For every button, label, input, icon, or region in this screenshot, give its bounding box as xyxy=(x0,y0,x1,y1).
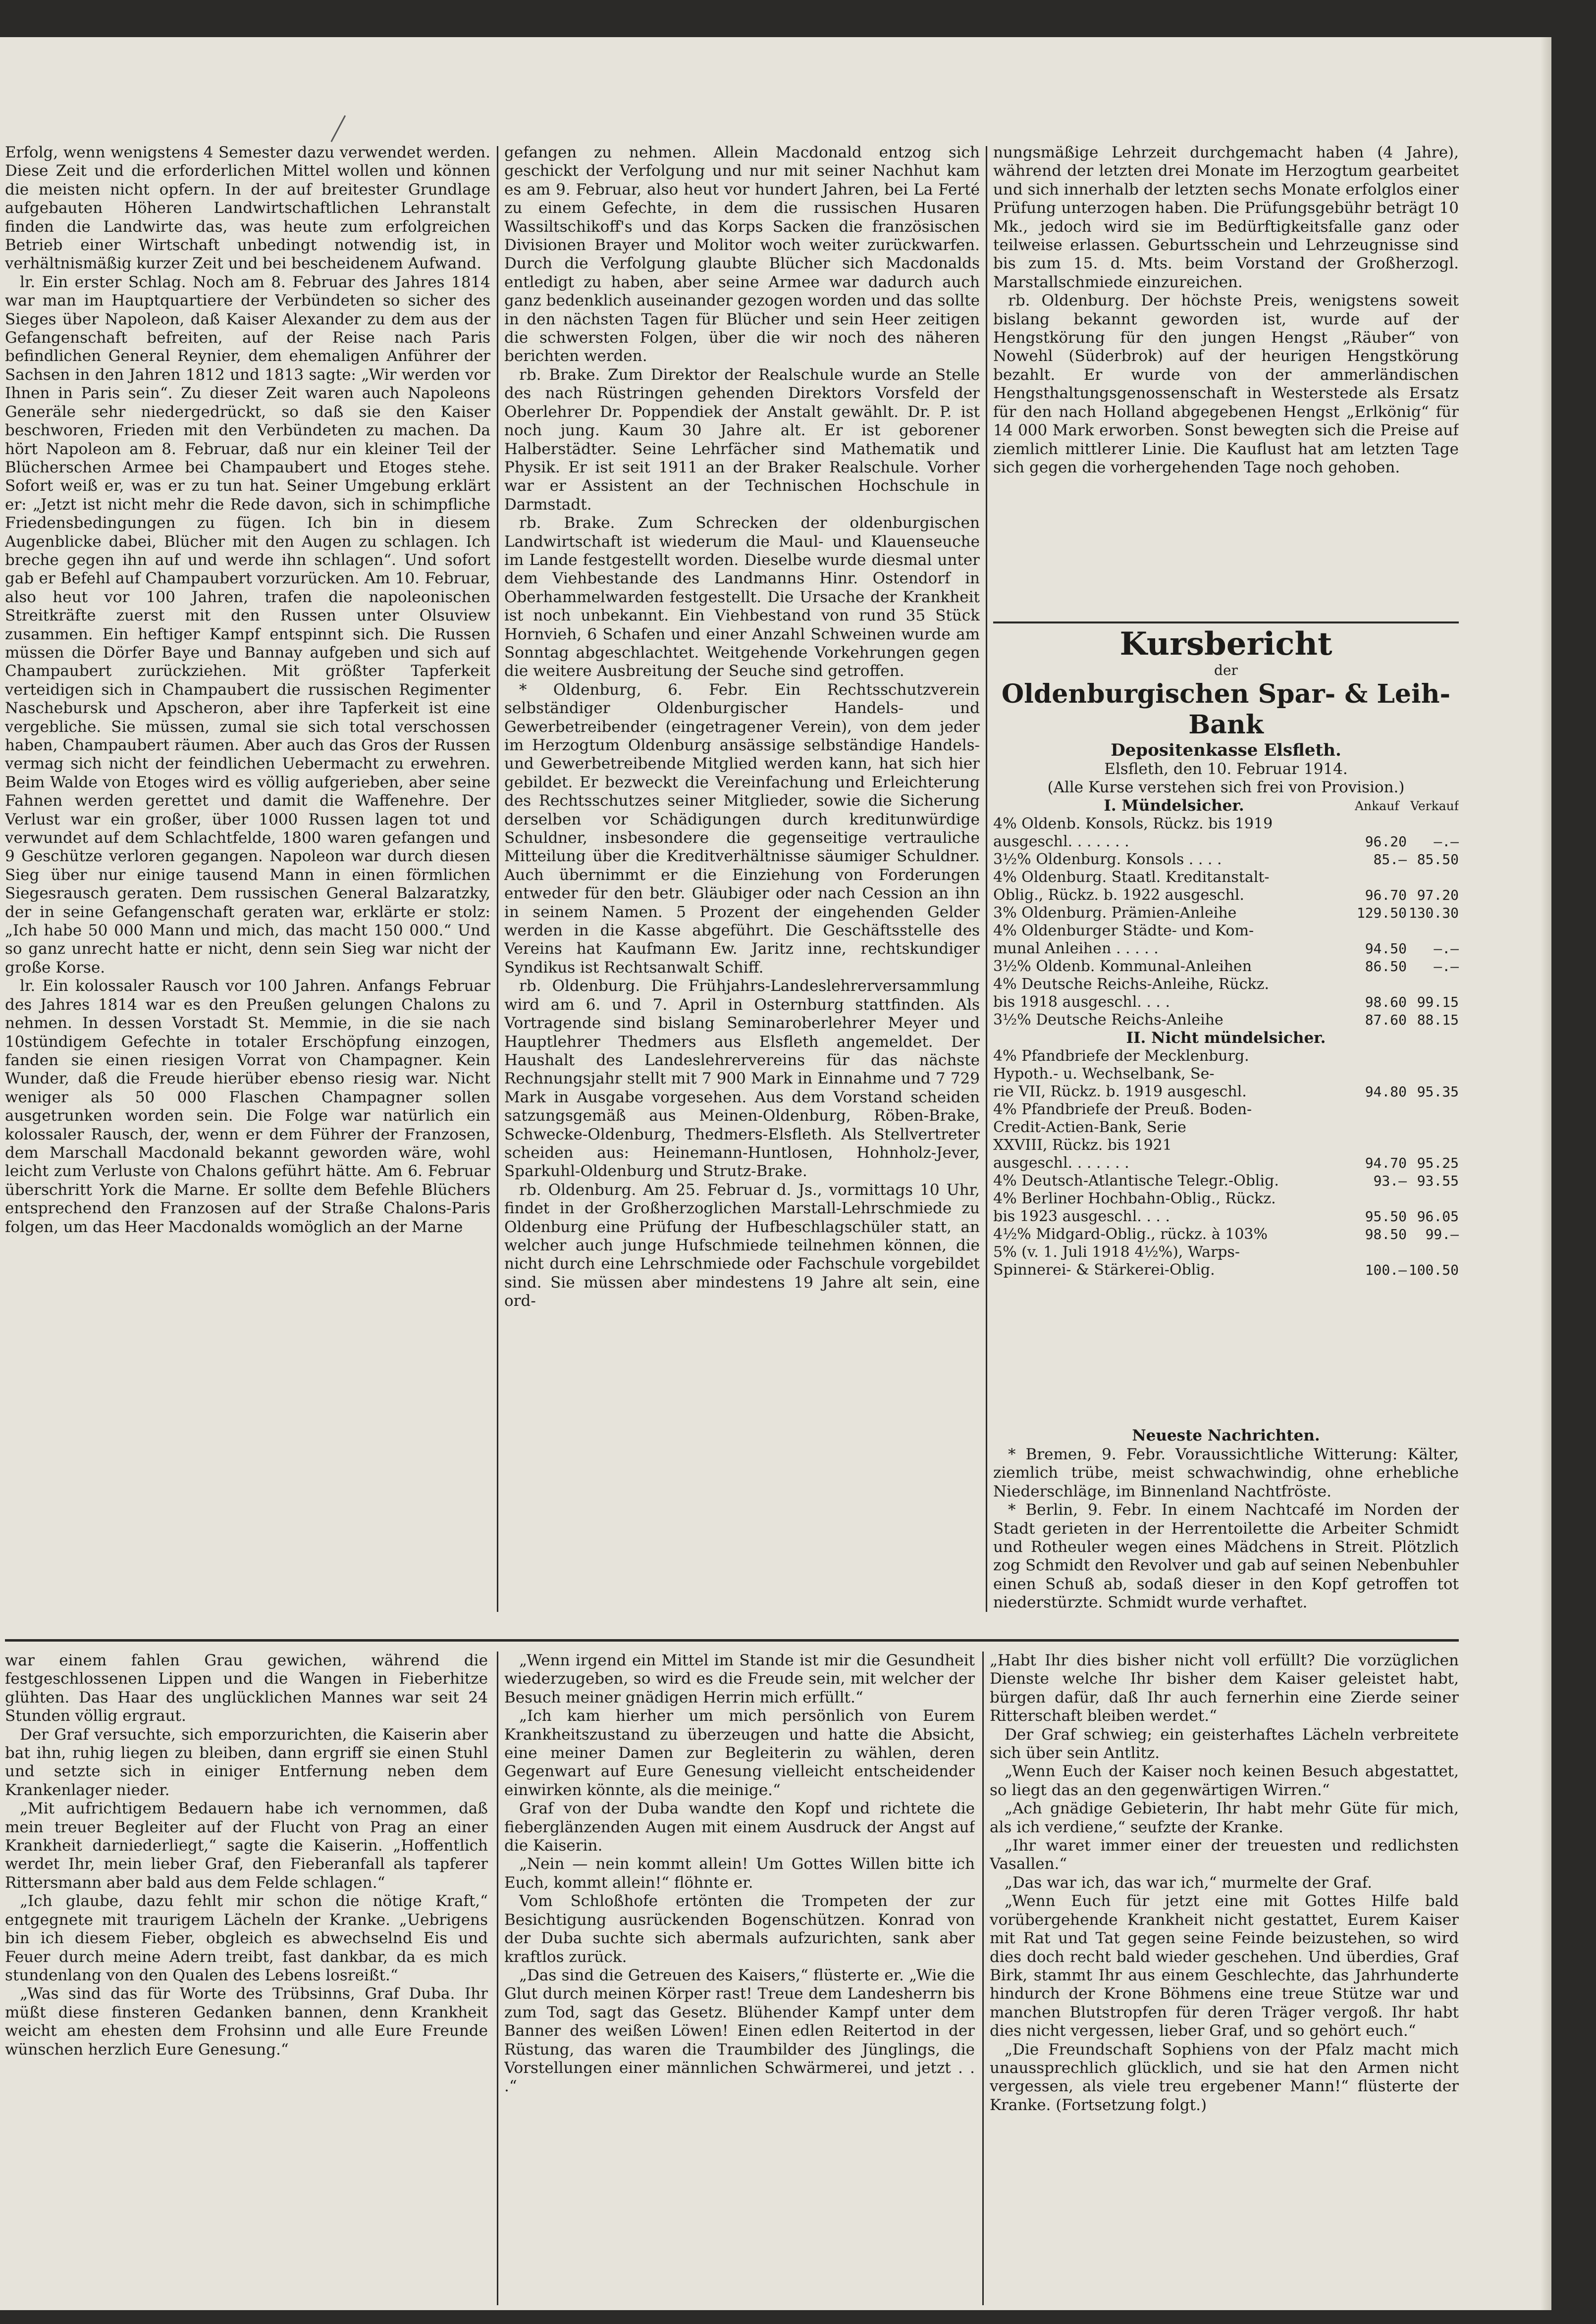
security-name: 4% Berliner Hochbahn-Oblig., Rückz. xyxy=(993,1190,1276,1207)
security-name: 4% Deutsch-Atlantische Telegr.-Oblig. xyxy=(993,1172,1279,1189)
ankauf-value: 94.70 xyxy=(1365,1155,1407,1171)
verkauf-value xyxy=(1407,1047,1459,1065)
paragraph: nungsmäßige Lehrzeit durchgemacht haben (4 Jahre), während der letzten drei Monate im Herzogtum gearbeitet und sich innerhalb der letzten sechs Monate erfolglos einer Prüfung unterzogen haben. Die Prüfungsgebühr beträgt 10 Mk., jedoch wird sie im Bedürftigkeitsfalle ganz oder teilweise erlassen. Geburtsschein und Lehrzeugnisse sind bis zum 15. d. Mts. beim Vorstand der Großherzogl. Marstallschmiede einzureichen. xyxy=(993,144,1459,291)
verkauf-value xyxy=(1407,1065,1459,1083)
paragraph: „Habt Ihr dies bisher nicht voll erfüllt? Die vorzüglichen Dienste welche Ihr bisher dem Kaiser geleistet habt, bürgen dafür, daß Ihr auch fernerhin eine Zierde seiner Ritterschaft bleiben werdet.“ xyxy=(990,1652,1459,1725)
ankauf-value: 96.20 xyxy=(1365,833,1407,850)
rate-row xyxy=(993,958,1459,976)
paragraph: Graf von der Duba wandte den Kopf und richtete die fieberglänzenden Augen mit einem Ausdruck der Angst auf die Kaiserin. xyxy=(504,1800,975,1855)
paragraph: „Ich kam hierher um mich persönlich von Eurem Krankheitszustand zu überzeugen und hatte die Absicht, eine meiner Damen zur Begleiterin zu wählen, deren Gegenwart auf Eure Genesung vielleicht entscheidender einwirken könnte, als die meinige.“ xyxy=(504,1707,975,1799)
security-name: 3½% Oldenburg. Konsols . . . . xyxy=(993,851,1222,868)
paragraph: Der Graf versuchte, sich emporzurichten, die Kaiserin aber bat ihn, ruhig liegen zu bleiben, dann ergriff sie einen Stuhl und setzte sich in einiger Entfernung neben dem Krankenlager nieder. xyxy=(5,1725,488,1799)
verkauf-value: 95.25 xyxy=(1417,1155,1459,1171)
security-name: 4% Oldenburger Städte- und Kom- xyxy=(993,922,1254,939)
paragraph: Vom Schloßhofe ertönten die Trompeten der zur Besichtigung ausrückenden Bogenschützen. Konrad von der Duba suchte sich abermals aufzurichten, sank aber kraftlos zurück. xyxy=(504,1892,975,1966)
security-name: 4% Pfandbriefe der Preuß. Boden- xyxy=(993,1101,1252,1118)
pencil-mark xyxy=(330,115,355,148)
ankauf-value xyxy=(1355,922,1407,940)
verkauf-value: 97.20 xyxy=(1417,887,1459,903)
feuilleton-rule-2 xyxy=(982,1652,984,2305)
rate-row xyxy=(993,976,1459,993)
paragraph: rb. Oldenburg. Am 25. Februar d. Js., vormittags 10 Uhr, findet in der Großherzoglichen Marstall-Lehrschmiede zu Oldenburg eine Prüfung der Hufbeschlagschüler statt, an welcher auch junge Hufschmiede teilnehmen können, die nicht durch eine Lehrschmiede oder Fachschule vorgebildet sind. Sie müssen aber mindestens 19 Jahre alt sein, eine ord- xyxy=(504,1181,980,1310)
feuilleton-rule-1 xyxy=(497,1652,498,2305)
ankauf-value xyxy=(1355,1243,1407,1261)
rate-row xyxy=(993,1083,1459,1101)
section-title-2: II. Nicht mündelsicher. xyxy=(1126,1029,1326,1047)
ankauf-value: 98.60 xyxy=(1365,994,1407,1010)
ankauf-value: 98.50 xyxy=(1365,1226,1407,1242)
rate-row xyxy=(993,1101,1459,1119)
verkauf-value: 88.15 xyxy=(1417,1012,1459,1028)
verkauf-value: 99.— xyxy=(1425,1226,1459,1242)
security-name: 4% Oldenburg. Staatl. Kreditanstalt- xyxy=(993,869,1270,886)
feuilleton-left xyxy=(5,1652,488,2305)
paragraph: „Die Freundschaft Sophiens von der Pfalz macht mich unaussprechlich glücklich, und sie hat den Armen nicht vergessen, als viele treu ergebener Mann!“ flüsterte der Kranke. (Fortsetzung folgt.) xyxy=(990,2040,1459,2114)
rate-row xyxy=(993,1243,1459,1261)
paragraph: * Berlin, 9. Febr. In einem Nachtcafé im Norden der Stadt gerieten in der Herrentoilette die Arbeiter Schmidt und Rotheuler wegen eines Mädchens in Streit. Plötzlich zog Schmidt den Revolver und gab auf seinen Nebenbuhler einen Schuß ab, sodaß dieser in den Kopf getroffen tot niederstürzte. Schmidt wurde verhaftet. xyxy=(993,1501,1459,1612)
provision-note: (Alle Kurse verstehen sich frei von Provision.) xyxy=(1047,778,1405,796)
paragraph: lr. Ein erster Schlag. Noch am 8. Februar des Jahres 1814 war man im Hauptquartiere der Verbündeten so sicher des Sieges über Napoleon, daß Kaiser Alexander zu dem aus der Gefangenschaft befreiten, auf der Reise nach Paris befindlichen General Reynier, dem ehemaligen Anführer der Sachsen in den Jahren 1812 und 1813 sagte: „Wir werden vor Ihnen in Paris sein“. Zu dieser Zeit waren auch Napoleons Generäle sehr niedergedrückt, so daß sie den Kaiser beschworen, Frieden mit den Verbündeten zu machen. Da hört Napoleon am 8. Februar, daß nur ein kleiner Teil der Blücherschen Armee bei Champaubert und Etoges stehe. Sofort weiß er, was er zu tun hat. Seiner Umgebung erklärt er: „Jetzt ist nicht mehr die Rede davon, sich in schimpfliche Friedensbedingungen zu fügen. Ich bin in diesem Augenblicke dabei, Blücher mit den Augen zu schlagen. Ich breche gegen ihn auf und werde ihn schlagen“. Und sofort gab er Befehl auf Champaubert vorzurücken. Am 10. Februar, also heut vor 100 Jahren, trafen die napoleonischen Streitkräfte zuerst mit den Russen unter Olsuview zusammen. Ein heftiger Kampf entspinnt sich. Die Russen müssen die Dörfer Baye und Bannay aufgeben und sich auf Champaubert zurückziehen. Mit größter Tapferkeit verteidigen sich in Champaubert die russischen Regimenter Naschebursk und Apscheron, aber ihre Tapferkeit ist eine vergebliche. Sie müssen, zumal sie sich total verschossen haben, Champaubert räumen. Aber auch das Gros der Russen vermag sich nicht der feindlichen Uebermacht zu erwehren. Beim Walde von Etoges wird es völlig aufgerieben, aber seine Fahnen werden gerettet und damit die Waffenehre. Der Verlust war ein großer, über 1000 Russen lagen tot und verwundet auf dem Schlachtfelde, 1800 waren gefangen und 9 Geschütze verloren gegangen. Napoleon war durch diesen Sieg über nur einige tausend Mann in einen förmlichen Siegesrausch geraten. Dem russischen General Balzaratzky, der in seine Gefangenschaft geraten war, erklärte er stolz: „Ich habe 50 000 Mann und mich, das macht 150 000.“ Und so ganz unrecht hatte er nicht, denn sein Sieg war nicht der große Korse. xyxy=(5,273,490,977)
security-name: 3% Oldenburg. Prämien-Anleihe xyxy=(993,904,1237,922)
security-name: 3½% Oldenb. Kommunal-Anleihen xyxy=(993,958,1252,975)
security-name: 4% Pfandbriefe der Mecklenburg. xyxy=(993,1047,1249,1065)
paragraph: * Oldenburg, 6. Febr. Ein Rechtsschutzverein selbständiger Oldenburgischer Handels- und Gewerbetreibender (eingetragener Verein), von dem jeder im Herzogtum Oldenburg ansässige selbständige Handels- und Gewerbetreibende Mitglied werden kann, hat sich hier gebildet. Er bezweckt die Vereinfachung und Erleichterung des Rechtsschutzes seiner Mitglieder, sowie die Sicherung derselben vor Schädigungen durch kreditunwürdige Schuldner, insbesondere die gegenseitige vertrauliche Mitteilung über die Kreditverhältnisse säumiger Schuldner. Auch übernimmt er die Einziehung von Forderungen entweder für den betr. Gläubiger oder nach Cession an ihn in seinem Namen. 5 Prozent der eingehenden Gelder werden in die Kasse abgeführt. Die Geschäftsstelle des Vereins hat Kaufmann Ew. Jaritz inne, rechtskundiger Syndikus ist Rechtsanwalt Schiff. xyxy=(504,680,980,977)
paragraph: „Ich glaube, dazu fehlt mir schon die nötige Kraft,“ entgegnete mit traurigem Lächeln der Kranke. „Uebrigens bin ich diesem Fieber, obgleich es abwechselnd Eis und Feuer durch meine Adern treibt, fast dankbar, da es mich stundenlang von den Qualen des Lebens losreißt.“ xyxy=(5,1892,488,1984)
rate-row xyxy=(993,1047,1459,1065)
section-header-2 xyxy=(993,1029,1459,1047)
verkauf-value: —.— xyxy=(1434,958,1459,975)
column-rule-2 xyxy=(986,146,987,1612)
rate-row xyxy=(993,886,1459,904)
verkauf-value xyxy=(1407,1119,1459,1136)
security-name: 4% Oldenb. Konsols, Rückz. bis 1919 xyxy=(993,815,1273,832)
ankauf-value: 86.50 xyxy=(1365,958,1407,975)
ankauf-value xyxy=(1355,815,1407,833)
paragraph: rb. Brake. Zum Schrecken der oldenburgischen Landwirtschaft ist wiederum die Maul- und Klauenseuche im Lande festgestellt worden. Dieselbe wurde diesmal unter dem Viehbestande des Landmanns Hinr. Ostendorf in Oberhammelwarden festgestellt. Die Ursache der Krankheit ist noch unbekannt. Ein Viehbestand von rund 35 Stück Hornvieh, 6 Schafen und einer Anzahl Schweinen wurde am Sonntag abgeschlachtet. Weitgehende Vorkehrungen gegen die weitere Ausbreitung der Seuche sind getroffen. xyxy=(504,514,980,680)
neueste-heading: Neueste Nachrichten. xyxy=(1132,1427,1320,1445)
rate-row xyxy=(993,1154,1459,1172)
paragraph: „Wenn irgend ein Mittel im Stande ist mir die Gesundheit wiederzugeben, so wird es die Freude sein, mit welcher der Besuch meiner gnädigen Herrin mich erfüllt.“ xyxy=(504,1652,975,1706)
rate-row xyxy=(993,1226,1459,1243)
paragraph: rb. Brake. Zum Direktor der Realschule wurde an Stelle des nach Rüstringen gehenden Direktors Vorsfeld der Oberlehrer Dr. Poppendiek der Anstalt gewählt. Dr. P. ist noch jung. Kaum 30 Jahre alt. Er ist geborener Halberstädter. Seine Lehrfächer sind Mathematik und Physik. Er ist seit 1911 an der Braker Realschule. Vorher war er Assistent an der Technischen Hochschule in Darmstadt. xyxy=(504,365,980,514)
security-name: munal Anleihen . . . . . xyxy=(993,940,1159,957)
paragraph: „Wenn Euch für jetzt eine mit Gottes Hilfe bald vorübergehende Krankheit nicht gestattet, Eurem Kaiser mit Rat und Tat gegen seine Feinde beizustehen, so wird dies doch recht bald wieder geschehen. Und überdies, Graf Birk, stammt Ihr aus einem Geschlechte, das Jahrhunderte hindurch der Krone Böhmens eine treue Stütze war und manchen Blutstropfen für deren Träger vergoß. Ihr habt dies nicht vergessen, lieber Graf, und so gehört euch.“ xyxy=(990,1892,1459,2040)
kursbericht-rule-top xyxy=(993,621,1459,623)
ankauf-value: 100.— xyxy=(1365,1262,1407,1278)
verkauf-value: 93.55 xyxy=(1417,1173,1459,1189)
ankauf-value xyxy=(1355,976,1407,993)
rate-row xyxy=(993,833,1459,851)
rate-row xyxy=(993,940,1459,958)
security-name: Spinnerei- & Stärkerei-Oblig. xyxy=(993,1261,1215,1279)
ankauf-value: 94.80 xyxy=(1365,1084,1407,1100)
ankauf-value: 94.50 xyxy=(1365,940,1407,957)
rate-row xyxy=(993,1011,1459,1029)
verkauf-value: —.— xyxy=(1434,833,1459,850)
paragraph: „Ach gnädige Gebieterin, Ihr habt mehr Güte für mich, als ich verdiene,“ seufzte der Kranke. xyxy=(990,1800,1459,1836)
rate-row xyxy=(993,1172,1459,1190)
date-line: Elsfleth, den 10. Februar 1914. xyxy=(1104,760,1348,778)
verkauf-value: —.— xyxy=(1434,940,1459,957)
column-rule-1 xyxy=(497,146,498,1612)
kursbericht-der: der xyxy=(1214,662,1238,678)
paragraph: „Nein — nein kommt allein! Um Gottes Willen bitte ich Euch, kommt allein!“ flöhnte er. xyxy=(504,1855,975,1892)
news-column-left xyxy=(5,144,490,1612)
verkauf-value xyxy=(1407,922,1459,940)
news-column-middle xyxy=(504,144,980,1612)
paragraph: „Mit aufrichtigem Bedauern habe ich vernommen, daß mein treuer Begleiter auf der Flucht von Prag an einer Krankheit darniederliegt,“ sagte die Kaiserin. „Hoffentlich werdet Ihr, mein lieber Graf, den Fieberanfall als tapferer Rittersmann aber bald aus dem Felde schlagen.“ xyxy=(5,1800,488,1892)
ankauf-value xyxy=(1355,1190,1407,1208)
security-name: 4½% Midgard-Oblig., rückz. à 103% xyxy=(993,1226,1268,1243)
section-header-1 xyxy=(993,797,1459,815)
ankauf-value: 129.50 xyxy=(1356,905,1407,921)
paragraph: Der Graf schwieg; ein geisterhaftes Lächeln verbreitete sich über sein Antlitz. xyxy=(990,1725,1459,1762)
paragraph: rb. Oldenburg. Die Frühjahrs-Landeslehrerversammlung wird am 6. und 7. April in Osternburg stattfinden. Als Vortragende sind bislang Seminaroberlehrer Meyer und Hauptlehrer Thedmers aus Elsfleth angemeldet. Der Haushalt des Landeslehrervereins für das nächste Rechnungsjahr stellt mit 7 900 Mark in Einnahme und 7 729 Mark in Ausgabe vorgesehen. Aus dem Vorstand scheiden satzungsgemäß aus Meinen-Oldenburg, Röben-Brake, Schwecke-Oldenburg, Thedmers-Elsfleth. Als Stellvertreter scheiden aus: Heinemann-Huntlosen, Hohnholz-Jever, Sparkuhl-Oldenburg und Strutz-Brake. xyxy=(504,977,980,1181)
security-name: ausgeschl. . . . . . . xyxy=(993,833,1129,850)
paragraph: „Das sind die Getreuen des Kaisers,“ flüsterte er. „Wie die Glut durch meinen Körper rast! Treue dem Landesherrn bis zum Tod, sagt das Gesetz. Blühender Kampf unter dem Banner des weißen Löwen! Einen edlen Reitertod in der Rüstung, das waren die Traumbilder des Jünglings, die Vorstellungen einer männlichen Schwärmerei, und jetzt . . .“ xyxy=(504,1966,975,2096)
paragraph: „Was sind das für Worte des Trübsinns, Graf Duba. Ihr müßt diese finsteren Gedanken bannen, denn Krankheit weicht am ehesten dem Frohsinn und alle Eure Freunde wünschen herzlich Eure Genesung.“ xyxy=(5,1985,488,2059)
feuilleton-rule xyxy=(5,1639,1459,1642)
ankauf-value xyxy=(1355,1101,1407,1119)
ankauf-value: 85.— xyxy=(1373,851,1407,868)
verkauf-value: 85.50 xyxy=(1417,851,1459,868)
rate-table-1 xyxy=(993,815,1459,1029)
security-name: Credit-Actien-Bank, Serie xyxy=(993,1119,1186,1136)
security-name: Hypoth.- u. Wechselbank, Se- xyxy=(993,1065,1215,1083)
paragraph: „Wenn Euch der Kaiser noch keinen Besuch abgestattet, so liegt das an den gegenwärtigen Wirren.“ xyxy=(990,1762,1459,1799)
rate-row xyxy=(993,993,1459,1011)
paragraph: Erfolg, wenn wenigstens 4 Semester dazu verwendet werden. Diese Zeit und die erforderlichen Mittel wollen und können die meisten nicht opfern. In der auf breitester Grundlage aufgebauten Höheren Landwirtschaftlichen Lehranstalt finden die Landwirte das, was heute zum erfolgreichen Betrieb einer Wirtschaft unbedingt notwendig ist, in verhältnismäßig kurzer Zeit und bei bescheidenem Aufwand. xyxy=(5,144,490,273)
kursbericht-title: Kursbericht xyxy=(1119,626,1332,663)
rate-row xyxy=(993,815,1459,833)
col-verkauf: Verkauf xyxy=(1410,799,1459,813)
verkauf-value xyxy=(1407,976,1459,993)
paragraph: gefangen zu nehmen. Allein Macdonald entzog sich geschickt der Verfolgung und nur mit seiner Nachhut kam es am 9. Februar, also heut vor hundert Jahren, bei La Ferté zu einem Gefechte, in dem die russischen Husaren Wassiltschikoff's und das Korps Sacken die französischen Divisionen Brayer und Molitor woch weiter zurückwarfen. Durch die Verfolgung glaubte Blücher sich Macdonalds entledigt zu haben, aber seine Armee war dadurch auch ganz bedenklich auseinander gezogen worden und das sollte in den nächsten Tagen für Blücher und sein Heer zeitigen die schwersten Folgen, über die wir noch des näheren berichten werden. xyxy=(504,144,980,365)
feuilleton-middle xyxy=(504,1652,975,2305)
section-title-1: I. Mündelsicher. xyxy=(1104,797,1244,815)
verkauf-value xyxy=(1407,1101,1459,1119)
newspaper-page xyxy=(0,37,1551,2310)
rate-row xyxy=(993,904,1459,922)
security-name: XXVIII, Rückz. bis 1921 xyxy=(993,1136,1172,1154)
verkauf-value xyxy=(1407,869,1459,886)
ankauf-value: 96.70 xyxy=(1365,887,1407,903)
verkauf-value: 99.15 xyxy=(1417,994,1459,1010)
verkauf-value: 100.50 xyxy=(1408,1262,1459,1278)
rate-row xyxy=(993,1136,1459,1154)
security-name: ausgeschl. . . . . . . xyxy=(993,1154,1129,1172)
ankauf-value xyxy=(1355,1119,1407,1136)
security-name: bis 1918 ausgeschl. . . . xyxy=(993,993,1170,1011)
news-column-right xyxy=(993,144,1459,617)
ankauf-value xyxy=(1355,1136,1407,1154)
page-edge-shadow xyxy=(1541,37,1551,2310)
rate-row xyxy=(993,922,1459,940)
depositenkasse: Depositenkasse Elsfleth. xyxy=(1111,740,1341,760)
ankauf-value: 93.— xyxy=(1373,1173,1407,1189)
ankauf-value xyxy=(1355,869,1407,886)
rate-row xyxy=(993,1065,1459,1083)
security-name: rie VII, Rückz. b. 1919 ausgeschl. xyxy=(993,1083,1247,1100)
ankauf-value: 87.60 xyxy=(1365,1012,1407,1028)
paragraph: rb. Oldenburg. Der höchste Preis, wenigstens soweit bislang bekannt geworden ist, wurde auf der Hengstkörung für den jungen Hengst „Räuber“ von Nowehl (Süderbrok) auf der heurigen Hengstkörung bezahlt. Er wurde von der ammerländischen Hengsthaltungsgenossenschaft in Westerstede als Ersatz für den nach Holland abgegebenen Hengst „Erlkönig“ für 14 000 Mark erworben. Sonst bewegten sich die Preise auf ziemlich mittlerer Linie. Die Kauflust hat am letzten Tage sich gegen die vorhergehenden Tage noch gehoben. xyxy=(993,292,1459,476)
kursbericht-box xyxy=(993,626,1459,1424)
col-ankauf: Ankauf xyxy=(1355,799,1399,813)
security-name: bis 1923 ausgeschl. . . . xyxy=(993,1208,1170,1225)
rate-row xyxy=(993,1261,1459,1279)
feuilleton-right xyxy=(990,1652,1459,2305)
ankauf-value xyxy=(1355,1047,1407,1065)
paragraph: war einem fahlen Grau gewichen, während die festgeschlossenen Lippen und die Wangen in Fieberhitze glühten. Das Haar des unglücklichen Mannes war seit 24 Stunden völlig ergraut. xyxy=(5,1652,488,1725)
verkauf-value: 130.30 xyxy=(1408,905,1459,921)
ankauf-value: 95.50 xyxy=(1365,1208,1407,1225)
rate-row xyxy=(993,1208,1459,1226)
security-name: 3½% Deutsche Reichs-Anleihe xyxy=(993,1011,1224,1029)
rate-row xyxy=(993,1119,1459,1136)
verkauf-value: 96.05 xyxy=(1417,1208,1459,1225)
column-headers xyxy=(1355,797,1459,815)
verkauf-value xyxy=(1407,1243,1459,1261)
verkauf-value xyxy=(1407,1190,1459,1208)
neueste-nachrichten xyxy=(993,1424,1459,1612)
security-name: Oblig., Rückz. b. 1922 ausgeschl. xyxy=(993,886,1244,904)
verkauf-value: 95.35 xyxy=(1417,1084,1459,1100)
rate-table-2 xyxy=(993,1047,1459,1279)
rate-row xyxy=(993,869,1459,886)
paragraph: lr. Ein kolossaler Rausch vor 100 Jahren. Anfangs Februar des Jahres 1814 war es den Preußen gelungen Chalons zu nehmen. In dessen Vorstadt St. Memmie, in die sie nach 10stündigem Gefechte in totaler Erschöpfung einzogen, fanden sie einen riesigen Vorrat von Champagner. Kein Wunder, daß die Freude hierüber ebenso riesig war. Nicht weniger als 50 000 Flaschen Champagner sollen ausgetrunken worden sein. Die Folge war natürlich ein kolossaler Rausch, der, wenn er dem Führer der Franzosen, dem Marschall Macdonald bekannt geworden wäre, wohl leicht zum Verluste von Chalons geführt hätte. Am 6. Februar überschritt York die Marne. Er sollte dem Befehle Blüchers entsprechend den Franzosen auf der Straße Chalons-Paris folgen, um das Heer Macdonalds womöglich an der Marne xyxy=(5,977,490,1236)
ankauf-value xyxy=(1355,1065,1407,1083)
paragraph: * Bremen, 9. Febr. Voraussichtliche Witterung: Kälter, ziemlich trübe, meist schwachwindig, ohne erhebliche Niederschläge, im Binnenland Nachtfröste. xyxy=(993,1446,1459,1500)
verkauf-value xyxy=(1407,815,1459,833)
security-name: 4% Deutsche Reichs-Anleihe, Rückz. xyxy=(993,976,1270,993)
bank-name: Oldenburgischen Spar- & Leih-Bank xyxy=(1001,679,1451,740)
rate-row xyxy=(993,851,1459,869)
rate-row xyxy=(993,1190,1459,1208)
verkauf-value xyxy=(1407,1136,1459,1154)
paragraph: „Ihr waret immer einer der treuesten und redlichsten Vasallen.“ xyxy=(990,1837,1459,1873)
paragraph: „Das war ich, das war ich,“ murmelte der Graf. xyxy=(1005,1873,1373,1892)
security-name: 5% (v. 1. Juli 1918 4½%), Warps- xyxy=(993,1243,1240,1261)
